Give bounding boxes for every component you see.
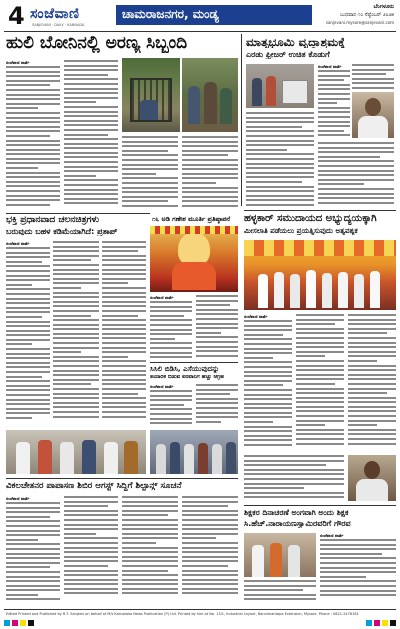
bhakti-subhead: ಬರುವುದು ಬಹಳ ಕಡಿಮೆಯಾಗಿದೆ: ಪ್ರತಾಪ್ — [6, 228, 118, 236]
city-label: ಬೆಂಗಳೂರು — [373, 4, 394, 10]
color-registration-marks — [4, 620, 396, 626]
column-divider-right — [241, 34, 242, 206]
bottom-byline: ಸಂಜೆವಾಣಿ ವಾರ್ತೆ — [6, 496, 30, 501]
teacher-byline: ಸಂಜೆವಾಣಿ ವಾರ್ತೆ — [320, 533, 344, 538]
masthead-subline: SANJEVANI · DAILY · KANNADA — [32, 23, 85, 27]
halakki-col-4 — [244, 455, 344, 501]
right-top-portrait — [352, 92, 394, 138]
bottom-col-2 — [64, 496, 118, 606]
edition-title: ಚಾಮರಾಜನಗರ, ಮಂಡ್ಯ — [122, 7, 219, 21]
sisili-col-2 — [196, 384, 238, 428]
bottom-col-3 — [122, 496, 178, 606]
bottom-col-4 — [182, 496, 238, 606]
lead-column-4 — [182, 136, 238, 210]
right-top-subhead: ಎರಡು ಫ್ರೀಜರ್ ಉಚಿತ ಕೊಡುಗೆ — [246, 51, 330, 59]
lead-column-2 — [64, 60, 118, 210]
divider-sisili — [150, 362, 238, 363]
lead-column-3 — [122, 136, 178, 210]
contact-email: sanjevani.mysore@sanjevani.com — [325, 20, 394, 25]
masthead-divider — [4, 31, 396, 32]
sisili-byline: ಸಂಜೆವಾಣಿ ವಾರ್ತೆ — [150, 384, 174, 389]
lead-headline: ಹುಲಿ ಬೋನಿನಲ್ಲಿ ಅರಣ್ಯ ಸಿಬ್ಬಂದಿ — [6, 35, 188, 53]
ganesha-col-2 — [196, 295, 238, 359]
right-top-byline: ಸಂಜೆವಾಣಿ ವಾರ್ತೆ — [318, 64, 342, 69]
sisili-headline: ಸಿಸಿಲಿ ಬಿಡಿಸಿ, ಎಸೆಯುವುದನ್ನು — [150, 365, 220, 373]
halakki-col-1 — [244, 320, 292, 452]
right-top-headline: ಮಾತೃಭೂಮಿ ವೃದ್ಧಾಶ್ರಮಕ್ಕೆ — [246, 36, 345, 49]
teacher-subhead: ಸಿ.ಹೆಚ್.ನಾರಾಯಣಸ್ವಾಮಿರವರಿಗೆ ಗೌರವ — [244, 520, 351, 528]
teacher-headline: ಶಿಕ್ಷಕರ ದಿನಾಚರಣೆ ಅಂಗವಾಗಿ ಅಂದು ಶಿಕ್ಷಕ — [244, 509, 349, 517]
footer-divider — [4, 609, 396, 610]
ganesha-banner — [150, 213, 238, 225]
ganesha-byline: ಸಂಜೆವಾಣಿ ವಾರ್ತೆ — [150, 295, 174, 300]
sisili-group-photo — [150, 430, 238, 474]
halakki-portrait — [348, 455, 396, 501]
sisili-col-1 — [150, 390, 192, 428]
footer-imprint: Edited Printed and Published by R.T. Sanjeev on behalf of M/s Karnataka News Publication (P) Ltd. Printed by him at No. 13/1, Industrial Layout, Bannimantapa Extension, Mysore. Phone : 0821-2476161 — [6, 612, 359, 616]
bhakti-byline: ಸಂಜೆವಾಣಿ ವಾರ್ತೆ — [6, 241, 30, 246]
meeting-photo — [6, 430, 146, 474]
right-top-col-3 — [246, 112, 314, 206]
edition-banner — [116, 5, 312, 25]
bhakti-col-3 — [102, 241, 146, 425]
halakki-subhead: ಮೀಸಲಾತಿ ಪಡೆಯಲು ಪ್ರಯತ್ನಿಸುವುದು ಅತ್ಯವಶ್ಯಕ — [244, 227, 358, 235]
halakki-col-2 — [296, 314, 344, 452]
bhakti-headline: ಭಕ್ತಿ ಪ್ರಧಾನವಾದ ಚಲನಚಿತ್ರಗಳು — [6, 216, 100, 225]
halakki-headline: ಹಳ್ಳಕಾರ್ ಸಮುದಾಯದ ಅಭ್ಯುದ್ಯಯಕ್ಕಾಗಿ — [244, 214, 377, 224]
freezer-donation-photo — [246, 64, 314, 108]
tiger-cage-photo — [122, 58, 180, 132]
masthead — [4, 3, 396, 29]
ganesha-col-1 — [150, 301, 192, 359]
halakki-stage-photo — [244, 240, 396, 310]
divider-halakki — [244, 210, 396, 211]
issue-date: ಬುಧವಾರ ೧೦ ಸೆಪ್ಟೆಂಬರ್ ೨೦೨೫ — [340, 12, 394, 18]
teacher-col-1 — [320, 539, 396, 606]
lead-column-1 — [6, 66, 60, 210]
ganesha-idol-photo — [150, 226, 238, 292]
divider-bottom — [6, 478, 238, 479]
page-number: 4 — [8, 2, 25, 30]
bottom-col-1 — [6, 502, 60, 606]
bottom-headline: ವಿಕಲಚೇತನರ ಪಾಪಾಸಣ ಶಿಬಿರ ಆಗಸ್ಟ್ ಸಿದ್ದಿಗೆ ಶಿಲ್ಪಾನ್ಗ್ ಸೂಚನೆ — [6, 482, 182, 491]
halakki-col-3 — [348, 314, 396, 452]
bhakti-col-2 — [53, 241, 99, 425]
ganesha-banner-text: ೧೬ ಅಡಿ ಗಣೇಶ ಮೂರ್ತಿ ಪ್ರತಿಷ್ಠಾಪನೆ — [152, 215, 231, 223]
teacher-honour-photo — [244, 533, 316, 577]
lead-byline: ಸಂಜೆವಾಣಿ ವಾರ್ತೆ — [6, 60, 30, 65]
halakki-byline: ಸಂಜೆವಾಣಿ ವಾರ್ತೆ — [244, 314, 268, 319]
right-top-col-2 — [352, 64, 394, 90]
right-top-col-1 — [318, 70, 350, 138]
right-top-col-4 — [318, 142, 394, 206]
teacher-col-2 — [244, 580, 316, 606]
sisili-subhead: ತಯಾರಿಕೆ ಬಿಡುವ ಪರವಾನಿಗೆ ಹೆಚ್ಚು ಆಗ್ರಹ — [150, 375, 224, 380]
divider-teacher — [244, 505, 396, 506]
bhakti-col-1 — [6, 247, 50, 425]
forest-staff-photo — [182, 58, 238, 132]
paper-name-logo: ಸಂಜೆವಾಣಿ — [30, 6, 80, 22]
